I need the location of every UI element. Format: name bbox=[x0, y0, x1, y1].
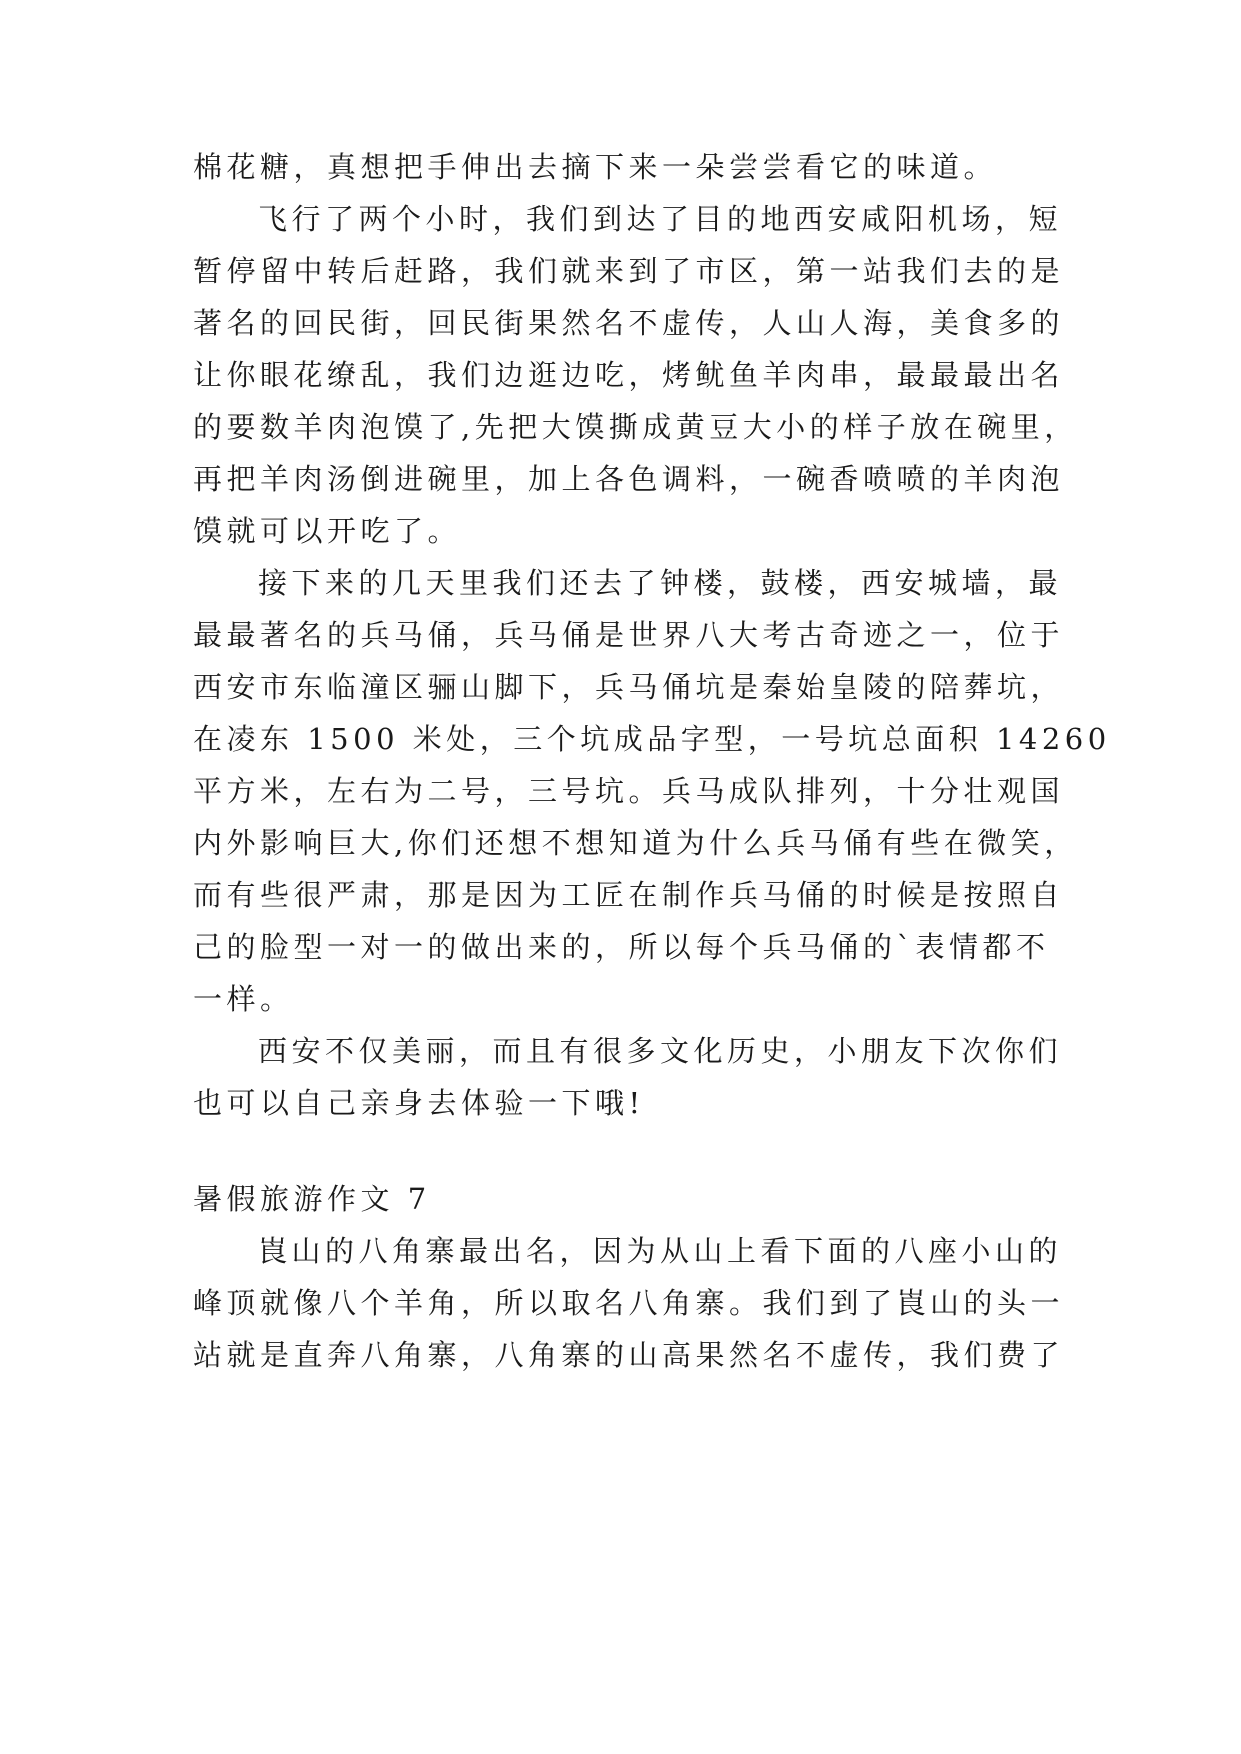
paragraph-start: 接下来的几天里我们还去了钟楼，鼓楼，西安城墙，最 bbox=[258, 566, 1063, 600]
text-line: 的要数羊肉泡馍了,先把大馍撕成黄豆大小的样子放在碗里， bbox=[193, 410, 1078, 444]
text-line: 峰顶就像八个羊角，所以取名八角寨。我们到了崀山的头一 bbox=[193, 1286, 1065, 1320]
paragraph-start: 崀山的八角寨最出名，因为从山上看下面的八座小山的 bbox=[258, 1234, 1063, 1268]
text-line: 站就是直奔八角寨，八角寨的山高果然名不虚传，我们费了 bbox=[193, 1338, 1065, 1372]
text-line: 平方米，左右为二号，三号坑。兵马成队排列，十分壮观国 bbox=[193, 774, 1065, 808]
text-line: 让你眼花缭乱，我们边逛边吃，烤鱿鱼羊肉串，最最最出名 bbox=[193, 358, 1065, 392]
text-line: 馍就可以开吃了。 bbox=[193, 514, 462, 548]
text-line: 再把羊肉汤倒进碗里，加上各色调料，一碗香喷喷的羊肉泡 bbox=[193, 462, 1065, 496]
text-line: 暂停留中转后赶路，我们就来到了市区，第一站我们去的是 bbox=[193, 254, 1065, 288]
paragraph-start: 飞行了两个小时，我们到达了目的地西安咸阳机场，短 bbox=[258, 202, 1063, 236]
text-line: 内外影响巨大,你们还想不想知道为什么兵马俑有些在微笑， bbox=[193, 826, 1078, 860]
text-line: 棉花糖，真想把手伸出去摘下来一朵尝尝看它的味道。 bbox=[193, 150, 998, 184]
text-line: 西安市东临潼区骊山脚下，兵马俑坑是秦始皇陵的陪葬坑， bbox=[193, 670, 1065, 704]
text-line: 而有些很严肃，那是因为工匠在制作兵马俑的时候是按照自 bbox=[193, 878, 1065, 912]
text-line: 在凌东 1500 米处，三个坑成品字型，一号坑总面积 14260 bbox=[193, 722, 1111, 756]
paragraph-start: 西安不仅美丽，而且有很多文化历史，小朋友下次你们 bbox=[258, 1034, 1063, 1068]
text-line: 也可以自己亲身去体验一下哦! bbox=[193, 1086, 645, 1120]
text-line: 著名的回民街，回民街果然名不虚传，人山人海，美食多的 bbox=[193, 306, 1065, 340]
text-line: 最最著名的兵马俑，兵马俑是世界八大考古奇迹之一，位于 bbox=[193, 618, 1065, 652]
section-heading: 暑假旅游作文 7 bbox=[193, 1182, 431, 1216]
text-line: 一样。 bbox=[193, 982, 294, 1016]
text-line: 己的脸型一对一的做出来的，所以每个兵马俑的`表情都不 bbox=[193, 930, 1050, 964]
